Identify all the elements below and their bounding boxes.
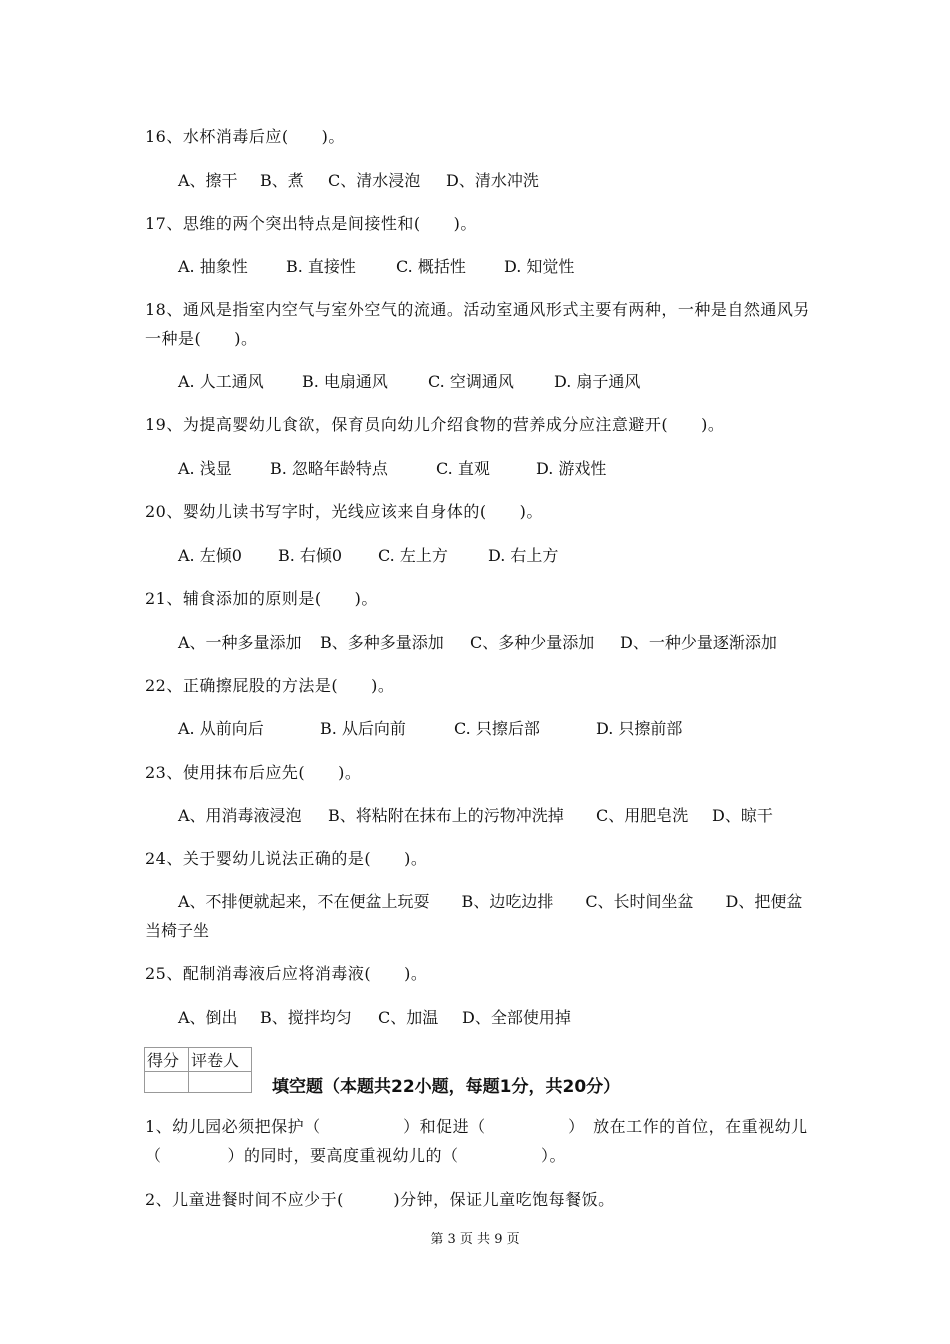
option: B. 直接性 [286,257,356,276]
option: A、一种多量添加 [178,633,302,652]
option: A、用消毒液浸泡 [178,806,302,825]
option: D、一种少量逐渐添加 [620,633,777,652]
option: A、擦干 [178,171,238,190]
question-16: 16、水杯消毒后应( )。 [145,127,345,146]
option: D. 只擦前部 [596,719,683,738]
option: B. 忽略年龄特点 [270,459,388,478]
option: C、用肥皂洗 [596,806,689,825]
option: C、多种少量添加 [470,633,595,652]
question-19: 19、为提高婴幼儿食欲，保育员向幼儿介绍食物的营养成分应注意避开( )。 [145,415,725,434]
option: A. 左倾0 [178,546,242,565]
option: D. 知觉性 [504,257,575,276]
option: A. 抽象性 [178,257,248,276]
option: D. 游戏性 [536,459,607,478]
option: C. 只擦后部 [454,719,540,738]
option: D. 扇子通风 [554,372,641,391]
question-22: 22、正确擦屁股的方法是( )。 [145,676,395,695]
score-cell[interactable] [145,1072,189,1093]
option: D. 右上方 [488,546,559,565]
options-19 [178,454,606,483]
option: C、清水浸泡 [328,171,421,190]
question-24: 24、关于婴幼儿说法正确的是( )。 [145,849,428,868]
options-22 [178,714,682,743]
options-17 [178,252,574,281]
option: A、倒出 [178,1008,238,1027]
option: B、将粘附在抹布上的污物冲洗掉 [328,806,564,825]
option: D、清水冲洗 [446,171,539,190]
score-label: 得分 [145,1048,189,1072]
options-18 [178,367,640,396]
option: B、多种多量添加 [320,633,444,652]
options-21 [178,628,777,657]
option: B. 电扇通风 [302,372,388,391]
option: C、加温 [378,1008,439,1027]
option: D、晾干 [712,806,773,825]
section-title: 填空题（本题共22小题，每题1分，共20分） [272,1077,621,1097]
page-footer: 第 3 页 共 9 页 [430,1232,520,1247]
options-24: A、不排便就起来，不在便盆上玩耍 B、边吃边排 C、长时间坐盆 D、把便盆当椅子坐 [145,892,803,940]
options-25 [178,1003,571,1032]
option: C. 概括性 [396,257,466,276]
question-21: 21、辅食添加的原则是( )。 [145,589,378,608]
option: C. 空调通风 [428,372,514,391]
fill-question-2: 2、儿童进餐时间不应少于( )分钟，保证儿童吃饱每餐饭。 [145,1190,615,1209]
grader-cell[interactable] [188,1072,251,1093]
question-20: 20、婴幼儿读书写字时，光线应该来自身体的( )。 [145,502,543,521]
option: B. 右倾0 [278,546,343,565]
fill-question-1: 1、幼儿园必须把保护（ ）和促进（ ） 放在工作的首位，在重视幼儿（ ）的同时，要高度重视幼儿的（ ）。 [145,1117,808,1165]
options-16 [178,166,539,195]
score-box [144,1047,252,1093]
question-25: 25、配制消毒液后应将消毒液( )。 [145,964,428,983]
options-20 [178,541,558,570]
grader-label: 评卷人 [188,1048,251,1072]
option: B、搅拌均匀 [260,1008,352,1027]
option: A. 人工通风 [178,372,264,391]
options-23 [178,801,773,830]
option: C. 直观 [436,459,490,478]
option: B. 从后向前 [320,719,406,738]
question-23: 23、使用抹布后应先( )。 [145,763,362,782]
question-18: 18、通风是指室内空气与室外空气的流通。活动室通风形式主要有两种，一种是自然通风另一种是( )。 [145,300,810,348]
option: A. 浅显 [178,459,232,478]
option: A. 从前向后 [178,719,264,738]
option: D、全部使用掉 [462,1008,571,1027]
option: B、煮 [260,171,304,190]
option: C. 左上方 [378,546,448,565]
question-17: 17、思维的两个突出特点是间接性和( )。 [145,214,477,233]
